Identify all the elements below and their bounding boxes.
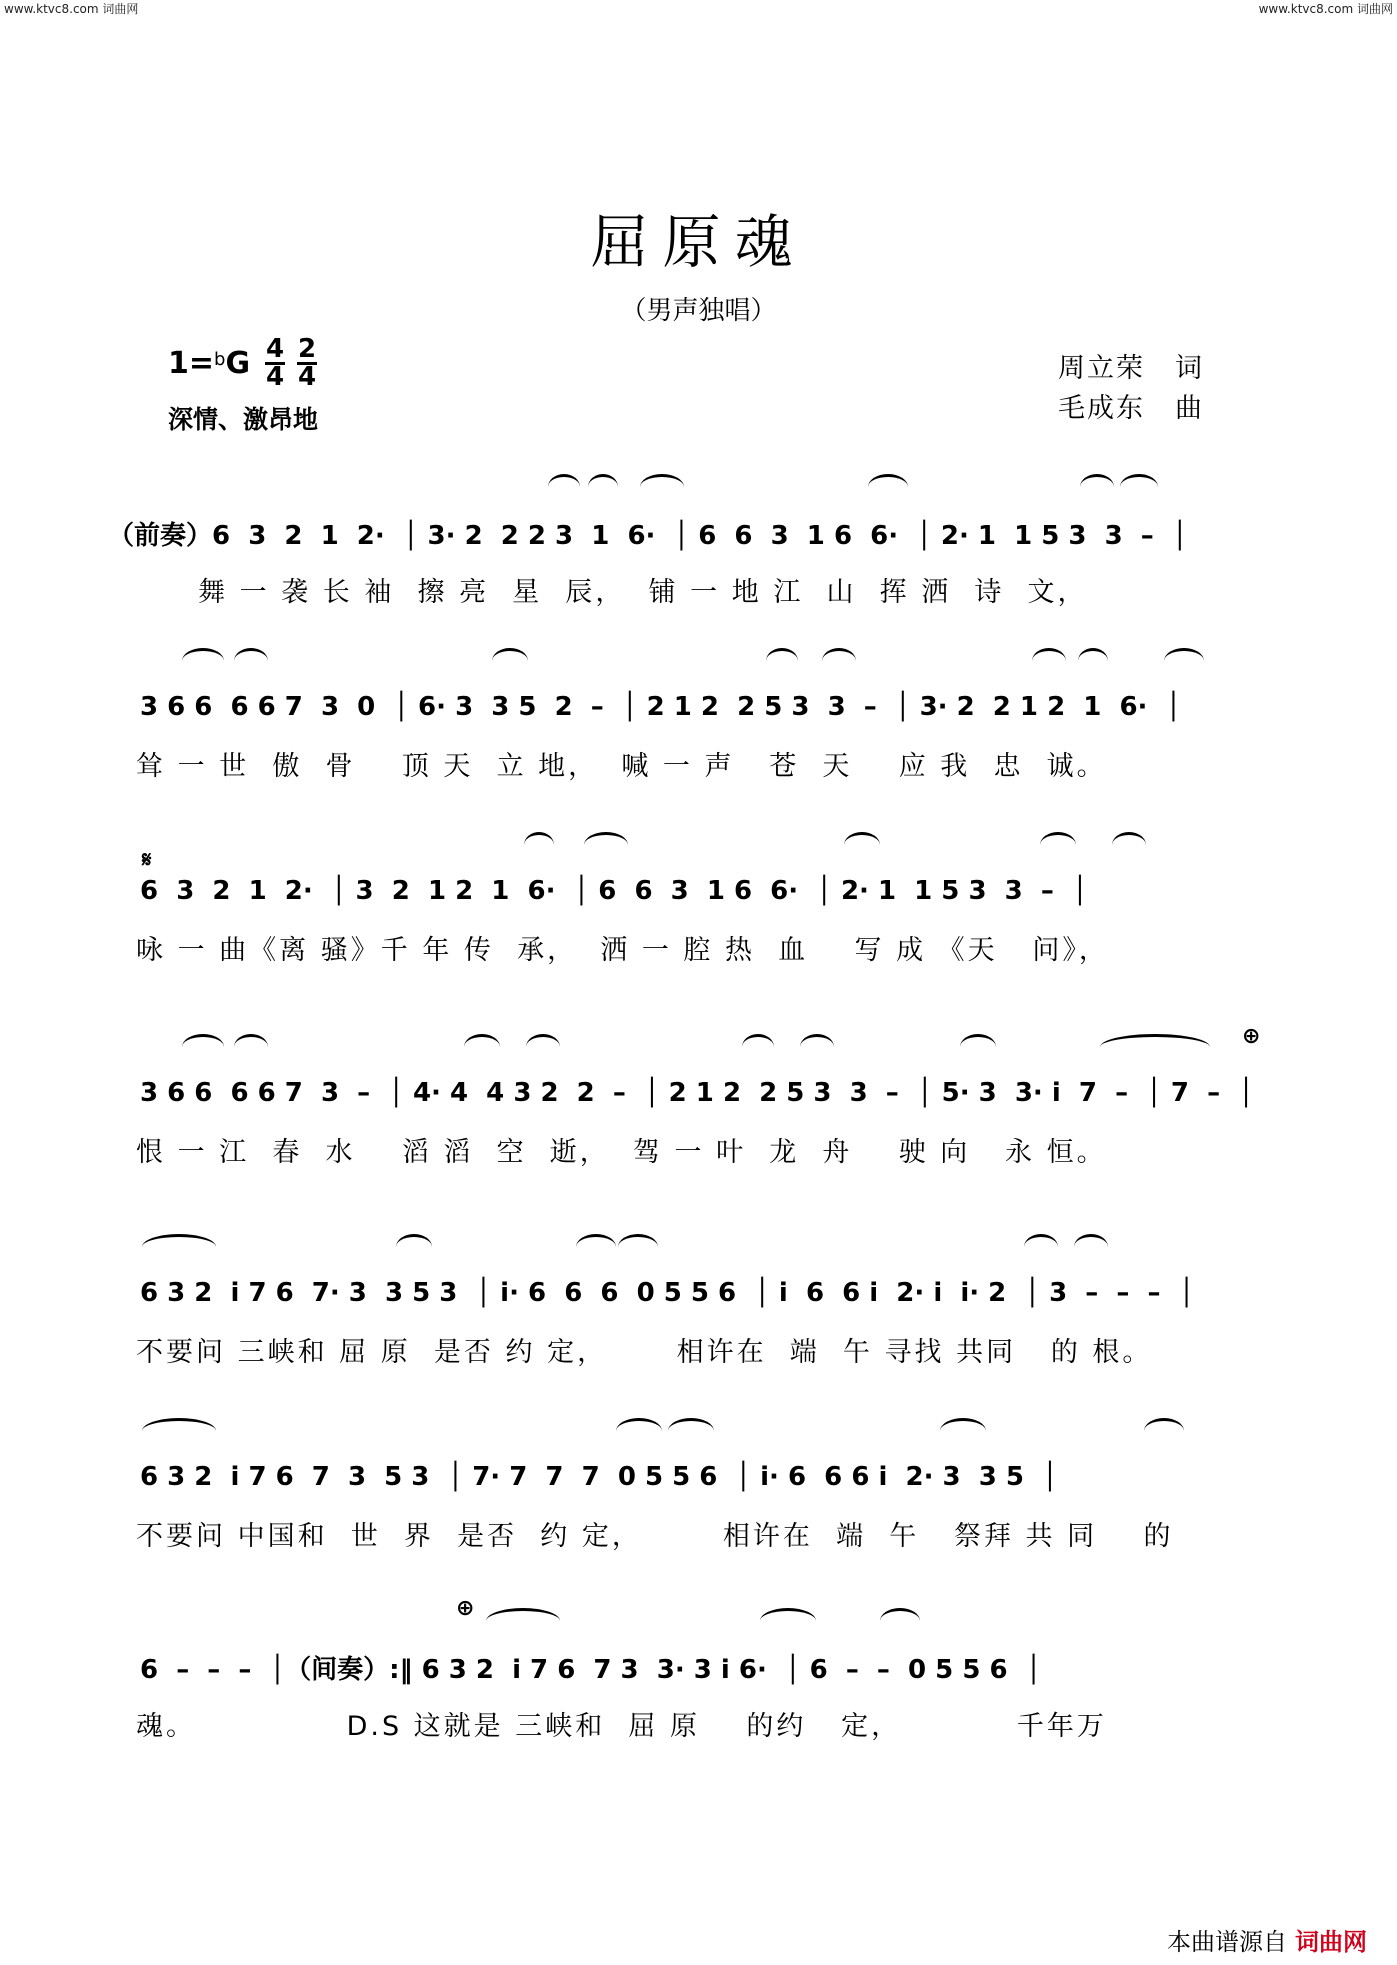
credit-lyricist	[1058, 346, 1204, 385]
ts-2-top: 2	[297, 334, 317, 364]
notes-line-6: 6 3 2 i 7 6 7 3 5 3 │ 7· 7 7 7 0 5 5 6 │ i· 6 6 6 i 2· 3 3 5 │	[140, 1462, 1058, 1492]
watermark-right: www.ktvc8.com 词曲网	[1258, 2, 1393, 16]
ts-1-bottom: 4	[265, 362, 285, 392]
watermark-left: www.ktvc8.com 词曲网	[4, 2, 139, 16]
lyrics-line-1: 舞 一 袭 长 袖 擦 亮 星 辰， 铺 一 地 江 山 挥 洒 诗 文，	[198, 577, 1088, 608]
lyrics-line-4: 恨 一 江 春 水 滔 滔 空 逝， 驾 一 叶 龙 舟 驶 向 永 恒。	[136, 1137, 1107, 1168]
footer-label: 本曲谱源自	[1167, 1928, 1287, 1956]
notes-line-4: 3 6 6 6 6 7 3 – │ 4· 4 4 3 2 2 – │ 2 1 2 2 5 3 3 – │ 5· 3 3· i 7 – │ 7 – │	[140, 1078, 1254, 1108]
ts-1-top: 4	[265, 334, 285, 364]
notes-line-1: （前奏）6 3 2 1 2· │ 3· 2 2 2 3 1 6· │ 6 6 3 1 6 6· │ 2· 1 1 5 3 3 – │	[108, 520, 1188, 551]
composer-role: 曲	[1175, 393, 1204, 424]
tempo-marking: 深情、激昂地	[168, 405, 319, 434]
ts-2-bottom: 4	[297, 362, 317, 392]
coda-sign-2: ⊕	[456, 1596, 475, 1621]
key-note: G	[225, 346, 251, 381]
footer-brand[interactable]: 词曲网	[1295, 1928, 1367, 1956]
key-prefix: 1=	[168, 346, 215, 381]
coda-sign-1: ⊕	[1242, 1024, 1261, 1049]
notes-line-7: 6 – – – │（间奏）:‖ 6 3 2 i 7 6 7 3 3· 3 i 6· │ 6 – – 0 5 5 6 │	[140, 1654, 1042, 1685]
footer-source	[1167, 1922, 1367, 1957]
time-signature-1	[265, 334, 285, 392]
credit-composer	[1058, 386, 1204, 425]
key-signature	[168, 346, 250, 381]
notes-line-5: 6 3 2 i 7 6 7· 3 3 5 3 │ i· 6 6 6 0 5 5 6 │ i 6 6 i 2· i i· 2 │ 3 – – – │	[140, 1278, 1195, 1308]
song-title: 屈原魂	[590, 208, 807, 276]
composer-name: 毛成东	[1058, 393, 1145, 424]
lyrics-line-7: 魂。 D.S 这就是 三峡和 屈 原 的约 定， 千年万	[136, 1711, 1107, 1742]
notes-line-3: 6 3 2 1 2· │ 3 2 1 2 1 6· │ 6 6 3 1 6 6· │ 2· 1 1 5 3 3 – │	[140, 876, 1088, 906]
segno-sign: 𝄋	[142, 848, 152, 873]
lyrics-line-3: 咏 一 曲《离 骚》千 年 传 承， 洒 一 腔 热 血 写 成 《天 问》，	[136, 935, 1109, 966]
song-subtitle: （男声独唱）	[620, 296, 777, 326]
notes-line-2: 3 6 6 6 6 7 3 0 │ 6· 3 3 5 2 – │ 2 1 2 2 5 3 3 – │ 3· 2 2 1 2 1 6· │	[140, 692, 1182, 722]
key-flat: b	[214, 349, 226, 370]
lyricist-role: 词	[1175, 353, 1204, 384]
lyrics-line-5: 不要问 三峡和 屈 原 是否 约 定， 相许在 端 午 寻找 共同 的 根。	[136, 1337, 1153, 1368]
lyricist-name: 周立荣	[1058, 353, 1145, 384]
lyrics-line-6: 不要问 中国和 世 界 是否 约 定， 相许在 端 午 祭拜 共 同 的	[136, 1521, 1174, 1552]
time-signature-2	[297, 334, 317, 392]
lyrics-line-2: 耸 一 世 傲 骨 顶 天 立 地， 喊 一 声 苍 天 应 我 忠 诚。	[136, 751, 1107, 782]
